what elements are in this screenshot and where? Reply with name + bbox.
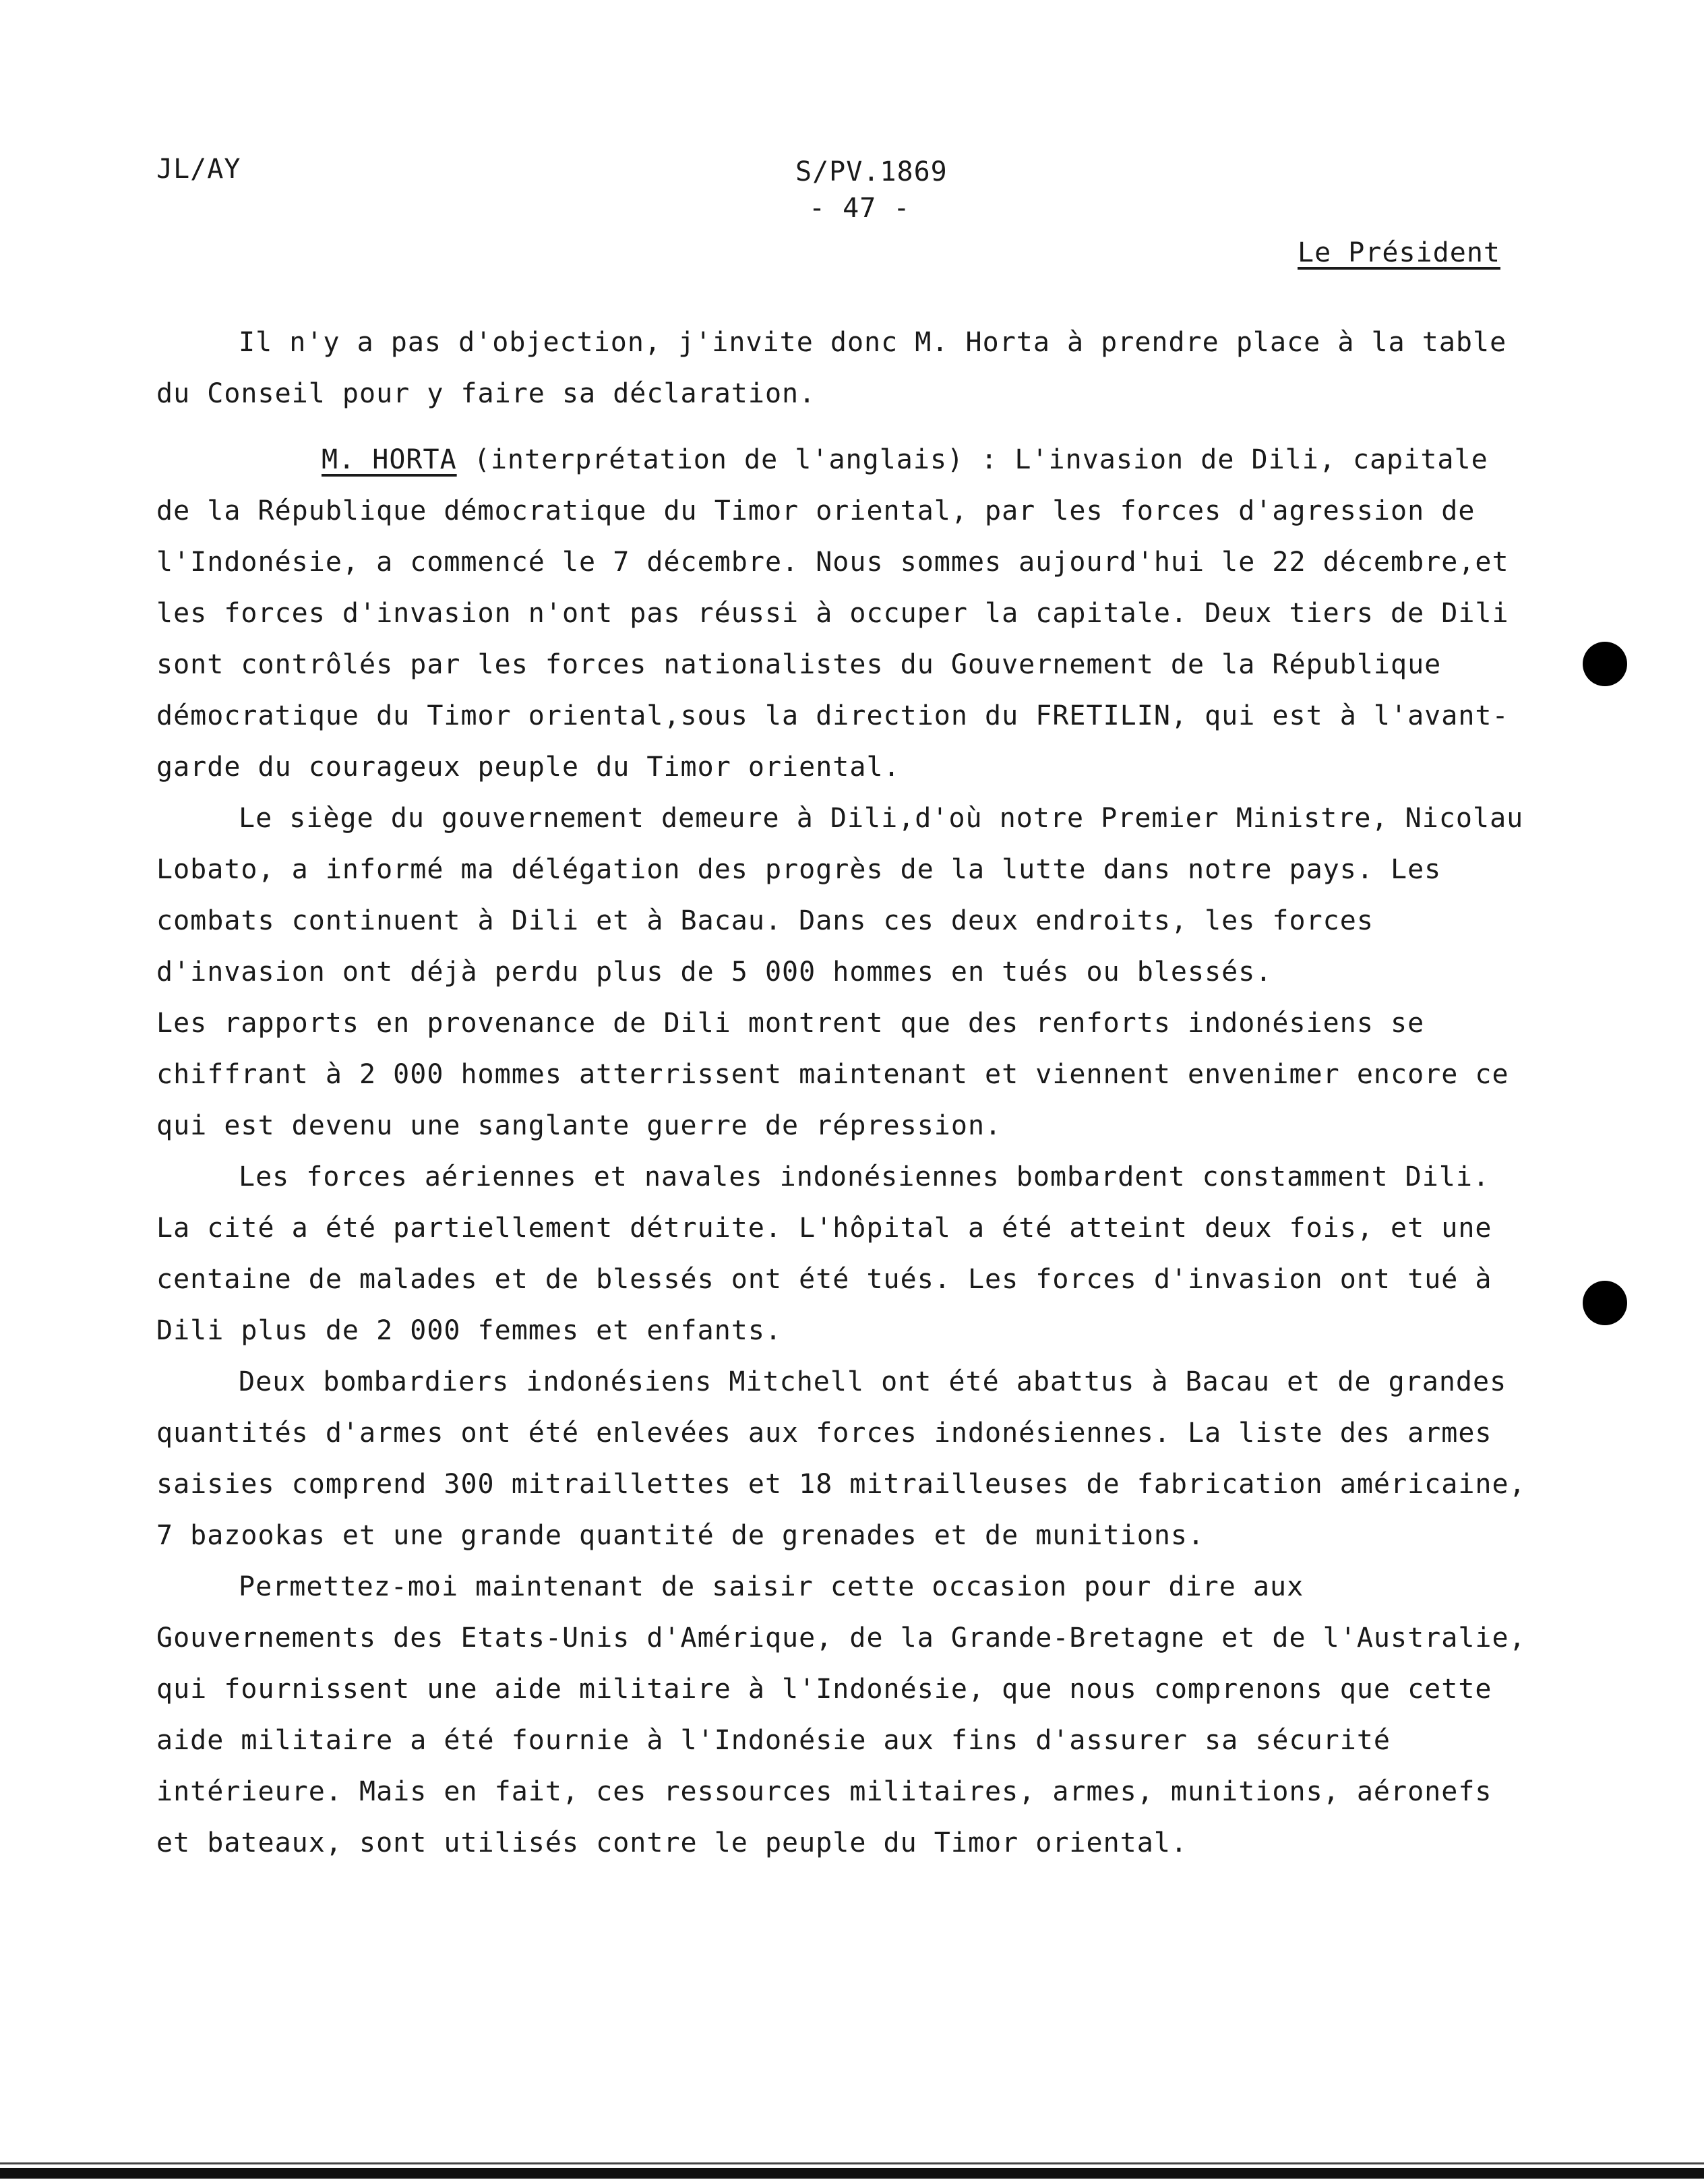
statement-text: (interprétation de l'anglais) : L'invasion de Dili, capitale de la République démocratique du Timor oriental, par les forces d'agression de l'Indonésie, a commencé le 7 décembre. Nous sommes aujourd'hui le 22 décembre,et les forces d'invasion n'ont pas réussi à occuper la capitale. Deux tiers de Dili sont contrôlés par les forces nationalistes du Gouvernement de la République démocratique du Timor oriental,sous la direction du FRETILIN, qui est à l'avant-garde du courageux peuple du Timor oriental.	[156, 444, 1509, 783]
bottom-border	[0, 2168, 1704, 2179]
paragraph-horta-statement	[156, 434, 1531, 793]
bottom-border-thin	[0, 2162, 1704, 2164]
page-number: - 47 -	[809, 193, 911, 224]
paragraph-invitation: Il n'y a pas d'objection, j'invite donc M. Horta à prendre place à la table du Conseil pour y faire sa déclaration.	[156, 327, 1507, 409]
paragraph-gap	[156, 419, 1531, 434]
paragraph-weapons-seized: Deux bombardiers indonésiens Mitchell ont été abattus à Bacau et de grandes quantités d'armes ont été enlevées aux forces indonésiennes. La liste des armes saisies comprend 300 mitraillettes et 18 mitrailleuses de fabrication américaine, 7 bazookas et une grande quantité de grenades et de munitions.	[156, 1366, 1526, 1551]
speaker-name: M. HORTA	[322, 444, 457, 475]
paragraph-military-aid: Permettez-moi maintenant de saisir cette occasion pour dire aux Gouvernements des Etats-Unis d'Amérique, de la Grande-Bretagne et de l'Australie, qui fournissent une aide militaire à l'Indonésie, que nous comprenons que cette aide militaire a été fournie à l'Indonésie aux fins d'assurer sa sécurité intérieure. Mais en fait, ces ressources militaires, armes, munitions, aéronefs et bateaux, sont utilisés contre le peuple du Timor oriental.	[156, 1571, 1526, 1858]
margin-dot-mark	[1583, 642, 1627, 686]
paragraph-bombardment: Les forces aériennes et navales indonésiennes bombardent constamment Dili. La cité a été partiellement détruite. L'hôpital a été atteint deux fois, et une centaine de malades et de blessés ont été tués. Les forces d'invasion ont tué à Dili plus de 2 000 femmes et enfants.	[156, 1161, 1492, 1346]
speaker-heading: Le Président	[1298, 237, 1500, 268]
paragraph-government-seat: Le siège du gouvernement demeure à Dili,d'où notre Premier Ministre, Nicolau Lobato, a informé ma délégation des progrès de la lutte dans notre pays. Les combats continuent à Dili et à Bacau. Dans ces deux endroits, les forces d'invasion ont déjà perdu plus de 5 000 hommes en tués ou blessés.	[156, 803, 1524, 988]
margin-dot-mark	[1583, 1281, 1627, 1325]
document-header	[795, 154, 948, 226]
document-body	[156, 317, 1531, 1869]
document-symbol: S/PV.1869	[795, 156, 948, 187]
paragraph-reinforcements: Les rapports en provenance de Dili montrent que des renforts indonésiens se chiffrant à 2 000 hommes atterrissent maintenant et viennent envenimer encore ce qui est devenu une sanglante guerre de répression.	[156, 1008, 1509, 1141]
reference-initials: JL/AY	[156, 154, 241, 185]
